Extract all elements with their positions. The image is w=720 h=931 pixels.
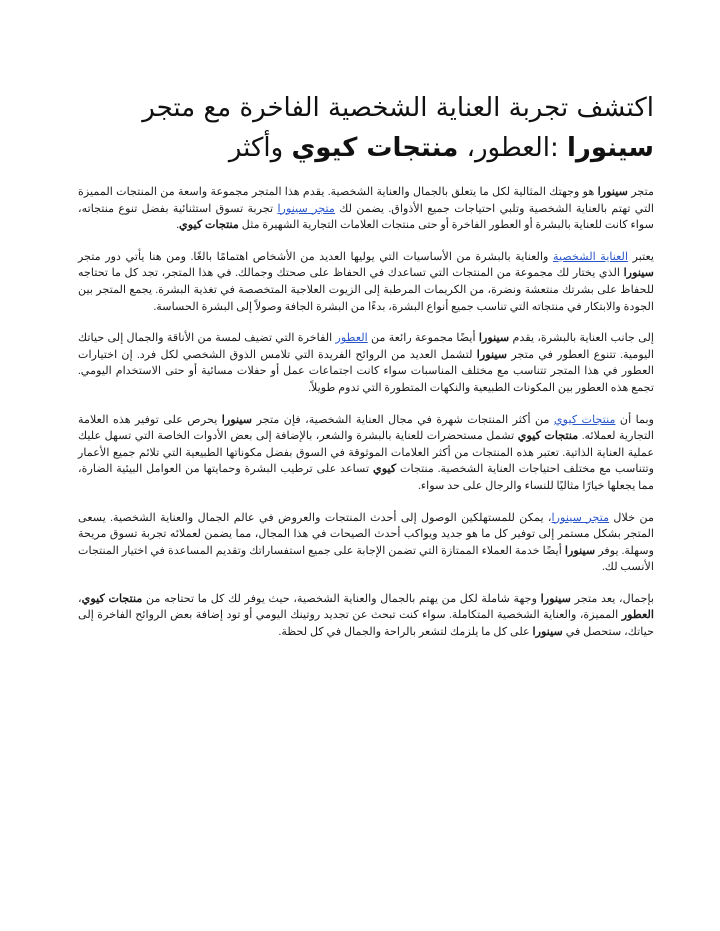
paragraph-intro bbox=[78, 184, 654, 234]
brand-name: سينورا bbox=[564, 544, 596, 557]
text: أيضًا مجموعة رائعة من bbox=[367, 332, 479, 345]
brand-name: سينورا bbox=[623, 267, 654, 280]
brand-name: سينورا bbox=[476, 348, 508, 361]
title-brand: سينورا bbox=[567, 133, 654, 163]
text: من أكثر المنتجات شهرة في مجال العناية الشخصية، فإن متجر bbox=[252, 413, 554, 426]
brand-name: العطور bbox=[621, 609, 654, 622]
text: بإجمال، يعد متجر bbox=[571, 592, 655, 605]
text: المميزة، والعناية الشخصية المتكاملة. سواء كنت تبحث عن تجديد روتينك اليومي أو تود إضافة بعض الروائح الفاخرة إلى حياتك، ستحصل في bbox=[78, 609, 654, 639]
brand-name: منتجات كيوي bbox=[178, 219, 239, 232]
text: . bbox=[176, 219, 179, 232]
paragraph-skincare bbox=[78, 249, 654, 315]
text: متجر bbox=[628, 186, 655, 198]
text: الفاخرة التي تضيف لمسة من الأناقة والجمال إلى حياتك اليومية. تتنوع العطور في متجر bbox=[78, 332, 655, 361]
text: من خلال bbox=[609, 511, 654, 524]
title-products: منتجات كيوي bbox=[291, 133, 459, 163]
text: إلى جانب العناية بالبشرة، يقدم bbox=[509, 332, 654, 345]
store-link[interactable]: متجر سينورا bbox=[277, 202, 335, 215]
text: وجهة شاملة لكل من يهتم بالجمال والعناية الشخصية، حيث يوفر لك كل ما تحتاجه من bbox=[142, 592, 541, 605]
text: هو وجهتك المثالية لكل ما يتعلق بالجمال والعناية الشخصية. يقدم هذا المتجر مجموعة واسعة من المنتجات المميزة التي تهتم بالعناية الشخصية وتلبي احتياجات جميع الأذواق. يضمن لك bbox=[78, 186, 654, 215]
brand-name: سينورا bbox=[532, 626, 563, 639]
text: تساعد على ترطيب البشرة وحمايتها من العوامل البيئية الضارة، مما يجعلها خيارًا مثاليًا للنساء والرجال على حد سواء. bbox=[78, 463, 654, 492]
perfumes-link[interactable]: العطور bbox=[335, 332, 368, 345]
text: أيضًا خدمة العملاء الممتازة التي تضمن الإجابة على جميع استفساراتك وتقديم المساعدة في اختيار المنتجات الأنسب لك. bbox=[78, 544, 654, 574]
paragraph-store bbox=[78, 510, 654, 576]
brand-name: منتجات كيوي bbox=[81, 592, 143, 605]
brand-name: منتجات كيوي bbox=[517, 430, 579, 443]
text: الذي يختار لك مجموعة من المنتجات التي تساعدك في الحفاظ على صحتك وجمالك. في هذا المتجر، تجد كل ما تحتاجه للحفاظ على بشرتك منتعشة ونضرة، من الكريمات المرطبة إلى الزيوت العلاجية المتخصصة في تغذية البشرة. يجمع المتجر بين الجودة والابتكار في منتجاته التي تناسب جميع أنواع البشرة، بدءًا من البشرة الجافة وصولاً إلى البشرة الحساسة. bbox=[78, 267, 654, 313]
brand-name: سينورا bbox=[478, 332, 510, 345]
text: تجربة تسوق استثنائية بفضل تنوع منتجاته، سواء كانت للعناية بالبشرة أو العطور الفاخرة أو حتى منتجات العلامات التجارية الشهيرة مثل bbox=[78, 202, 654, 232]
text: ، bbox=[78, 592, 82, 605]
text: لتشمل العديد من الروائح الفريدة التي تلامس الذوق الشخصي لكل فرد. إن اختيارات العطور في هذا المتجر تتناسب مع مختلف المناسبات سواء كانت اجتماعات عمل أو حفلات مسائية أو حتى الاستخدام اليومي. تجمع هذه العطور بين المكونات الطبيعية والنكهات المتطورة التي تدوم طويلاً. bbox=[78, 348, 654, 394]
store-link[interactable]: متجر سينورا bbox=[551, 511, 610, 524]
text: يعتبر bbox=[628, 250, 655, 263]
paragraph-perfumes bbox=[78, 330, 654, 396]
brand-name: سينورا bbox=[540, 592, 572, 605]
page-title bbox=[78, 88, 654, 168]
title-text: وأكثر bbox=[228, 133, 292, 163]
article bbox=[78, 88, 654, 656]
kiwi-products-link[interactable]: منتجات كيوي bbox=[553, 413, 616, 426]
title-text: اكتشف تجربة العناية الشخصية الفاخرة مع متجر bbox=[142, 93, 654, 123]
text: وبما أن bbox=[615, 413, 654, 426]
paragraph-conclusion bbox=[78, 591, 654, 641]
text: والعناية بالبشرة من الأساسيات التي يوليها العديد من الأشخاص اهتمامًا بالغًا. ومن هنا يأتي دور متجر bbox=[78, 250, 553, 263]
text: تشمل مستحضرات للعناية بالبشرة والشعر، بالإضافة إلى بعض الأدوات الخاصة التي تسهل عليك عملية العناية الذاتية. تعتبر هذه المنتجات من أكثر العلامات الموثوقة في السوق بفضل مكوناتها الطبيعية التي تلائم جميع الأعمار وتتناسب مع مختلف احتياجات العناية الشخصية. منتجات bbox=[78, 430, 654, 476]
text: ، يمكن للمستهلكين الوصول إلى أحدث المنتجات والعروض في عالم الجمال والعناية الشخصية. يسعى المتجر بشكل مستمر إلى توفير كل ما هو جديد ويواكب أحدث الصيحات في هذا المجال، مما يضمن لعملائه تجربة تسوق مريحة وسهلة. يوفر bbox=[78, 511, 655, 557]
brand-name: كيوي bbox=[372, 463, 397, 476]
title-text: :العطور، bbox=[458, 133, 568, 163]
text: يحرص على توفير هذه العلامة التجارية لعملائه. bbox=[78, 413, 654, 443]
text: على كل ما يلزمك لتشعر بالراحة والجمال في كل لحظة. bbox=[278, 626, 533, 639]
paragraph-kiwi bbox=[78, 412, 654, 495]
personal-care-link[interactable]: العناية الشخصية bbox=[552, 250, 629, 263]
brand-name: سينورا bbox=[221, 413, 253, 426]
brand-name: سينورا bbox=[597, 186, 629, 198]
